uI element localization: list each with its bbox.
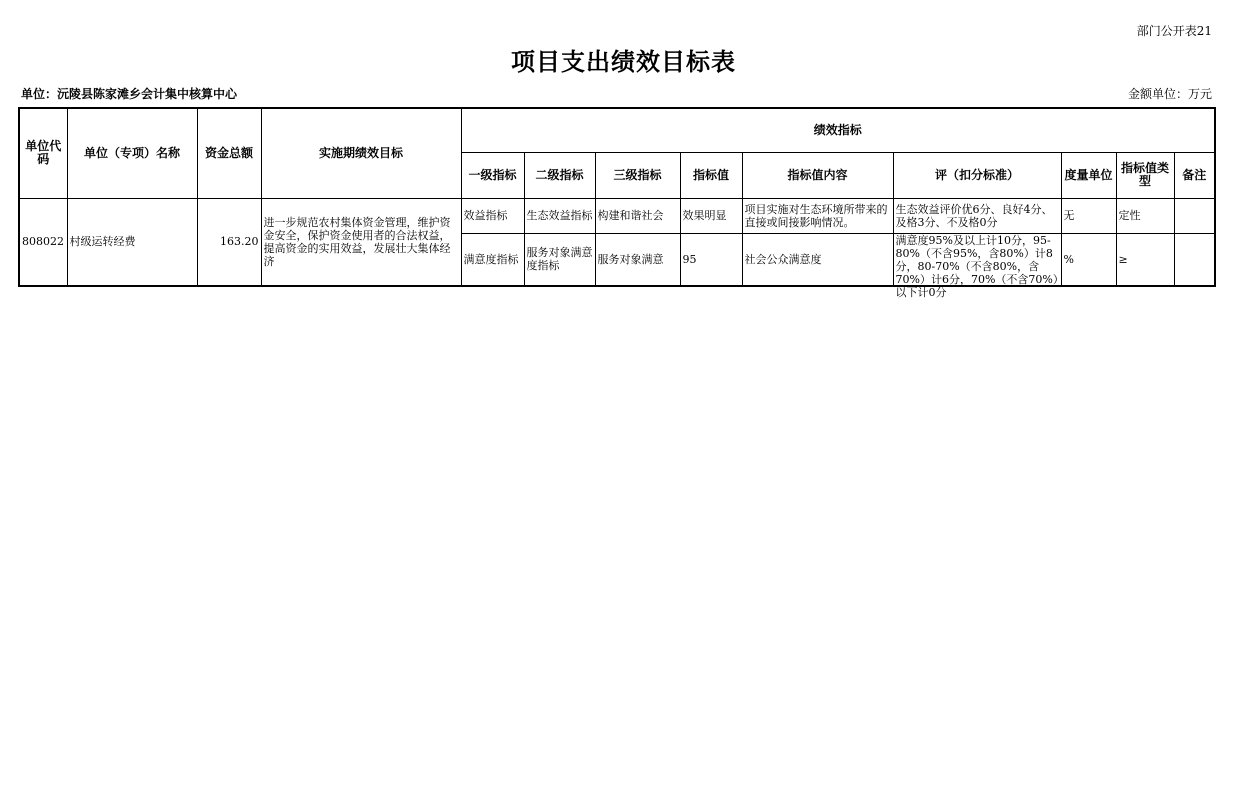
header-measure-unit: 度量单位 xyxy=(1061,152,1116,198)
header-goal: 实施期绩效目标 xyxy=(261,108,461,198)
cell-unit-code: 808022 xyxy=(19,198,67,286)
cell-value-type: ≥ xyxy=(1116,233,1174,286)
cell-goal xyxy=(261,198,461,286)
header-value: 指标值 xyxy=(680,152,742,198)
header-level2: 二级指标 xyxy=(524,152,595,198)
cell-value: 效果明显 xyxy=(680,198,742,233)
cell-remark xyxy=(1174,198,1215,233)
header-remark: 备注 xyxy=(1174,152,1215,198)
header-value-type: 指标值类型 xyxy=(1116,152,1174,198)
unit-label: 单位：沅陵县陈家滩乡会计集中核算中心 xyxy=(21,87,238,101)
form-number: 部门公开表21 xyxy=(1136,24,1212,38)
header-indicators: 绩效指标 xyxy=(461,108,1215,152)
header-unit-code: 单位代码 xyxy=(19,108,67,198)
cell-level3: 构建和谐社会 xyxy=(595,198,680,233)
cell-measure-unit: 无 xyxy=(1061,198,1116,233)
cell-unit-name: 村级运转经费 xyxy=(67,198,197,286)
cell-level1: 效益指标 xyxy=(461,198,524,233)
header-content: 指标值内容 xyxy=(742,152,893,198)
goal-text: 进一步规范农村集体资金管理，维护资金安全，保护资金使用者的合法权益，提高资金的实用效益，发展壮大集体经济 xyxy=(263,215,451,268)
cell-level3: 服务对象满意 xyxy=(595,233,680,286)
header-unit-name: 单位（专项）名称 xyxy=(67,108,197,198)
amount-unit-label: 金额单位：万元 xyxy=(1127,87,1212,101)
header-total-funds: 资金总额 xyxy=(197,108,261,198)
cell-level1: 满意度指标 xyxy=(461,233,524,286)
page-title: 项目支出绩效目标表 xyxy=(511,48,736,76)
cell-value: 95 xyxy=(680,233,742,286)
header-level1: 一级指标 xyxy=(461,152,524,198)
cell-measure-unit: % xyxy=(1061,233,1116,286)
scoring-text: 满意度95%及以上计10分，95-80%（不含95%，含80%）计8分，80-70%（不含80%，含70%）计6分，70%（不含70%）以下计0分 xyxy=(895,233,1059,299)
table-row xyxy=(19,198,1215,233)
cell-total-funds: 163.20 xyxy=(197,198,261,286)
header-level3: 三级指标 xyxy=(595,152,680,198)
cell-value-type: 定性 xyxy=(1116,198,1174,233)
cell-level2: 生态效益指标 xyxy=(524,198,595,233)
cell-scoring xyxy=(893,233,1061,299)
header-row-1 xyxy=(19,108,1215,152)
cell-content: 项目实施对生态环境所带来的直接或间接影响情况。 xyxy=(742,198,893,233)
cell-remark xyxy=(1174,233,1215,286)
header-scoring: 评（扣分标准） xyxy=(893,152,1061,198)
cell-scoring: 生态效益评价优6分、良好4分、及格3分、不及格0分 xyxy=(893,198,1061,233)
cell-content: 社会公众满意度 xyxy=(742,233,893,286)
performance-table xyxy=(18,107,1216,299)
cell-level2: 服务对象满意度指标 xyxy=(524,233,595,286)
